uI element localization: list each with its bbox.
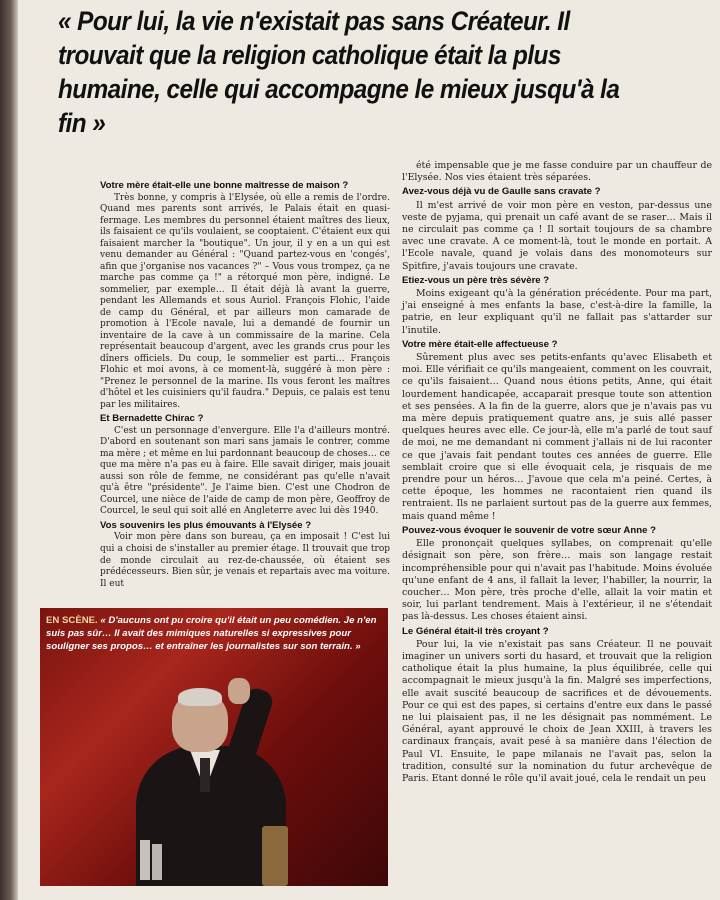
article-column-left bbox=[100, 178, 390, 590]
interview-question: Avez-vous déjà vu de Gaulle sans cravate ? bbox=[402, 186, 601, 198]
photo-microphone-2 bbox=[152, 844, 162, 880]
interview-question: Votre mère était-elle une bonne maîtresse de maison ? bbox=[100, 180, 349, 191]
interview-answer: Sûrement plus avec ses petits-enfants qu'avec Elisabeth et moi. Elle vérifiait ce qu'ils mangeaient, comment on les couvrait, ce qu'ils faisaient… Quand nous étions petits, Anne, qui était lourdement handicapée, accaparait presque toute son attention et ses pensées. A la fin de la guerre, alors que je n'avais pas vu ma mère depuis pratiquement quatre ans, je suis allé passer quelques heures avec elle. Ce jour-là, elle m'a parlé de tout sauf de moi, ne me demandant ni comment j'allais ni de lui raconter ce que j'avais fait pendant toutes ces années de guerre. Elle semblait croire que si elle évoquait cela, je risquais de me prendre pour un héros… J'avoue que cela m'a peiné. Certes, à cette époque, les hommes ne racontaient rien quand ils rentraient. Ils ne parlaient surtout pas de la guerre aux femmes, mais quand même ! bbox=[402, 352, 712, 522]
interview-question: Et Bernadette Chirac ? bbox=[100, 413, 204, 425]
pull-quote-headline: « Pour lui, la vie n'existait pas sans Créateur. Il trouvait que la religion catholique était la plus humaine, celle qui accompagne le mieux jusqu'à la fin » bbox=[58, 6, 620, 138]
photo-figure-tie bbox=[200, 758, 210, 792]
article-column-right bbox=[402, 160, 712, 785]
interview-answer: Très bonne, y compris à l'Elysée, où elle a remis de l'ordre. Quand mes parents sont arrivés, le Palais était en quasi-fermage. Les membres du personnel étaient maîtres des lieux, ils faisaient ce qu'ils voulaient, se cooptaient. C'étaient eux qui faisaient marcher la "boutique". Un jour, il y en a un qui est venu demander au Général : "Quand partez-vous en 'congés', afin que j'organise nos vacances ?" – Vous vous trompez, ça ne marche pas comme ça !" a rétorqué mon père, indigné. Le sommelier, par exemple… Il était déjà là avant la guerre, pendant les Allemands et sous Auriol. François Flohic, l'aide de camp du Général, et par ailleurs mon camarade de promotion à l'Ecole navale, lui a demandé de fournir un inventaire de la cave à un commissaire de la marine. Cela représentait beaucoup d'argent, avec les grands crus pour les dîners officiels. Du coup, le sommelier est parti… François Flohic et moi avons, à ce moment-là, suggéré à mon père : "Prenez le personnel de la marine. Ils vous feront les maîtres d'hôtel et les cuisiniers qu'il faudra." Depuis, ce palais est tenu par les militaires. bbox=[100, 192, 390, 410]
interview-answer: Moins exigeant qu'à la génération précédente. Pour ma part, j'ai enseigné à mes enfants la base, c'est-à-dire la famille, la patrie, en leur expliquant qu'il ne fallait pas s'attarder sur l'inutile. bbox=[402, 288, 712, 336]
interview-question: Votre mère était-elle affectueuse ? bbox=[402, 338, 558, 350]
photo-chair bbox=[262, 826, 288, 886]
interview-answer: Pour lui, la vie n'existait pas sans Créateur. Il ne pouvait imaginer un univers sorti du hasard, et trouvait que la religion catholique était la plus humaine, la plus équilibrée, celle qui accompagnait le mieux jusqu'à la fin. Malgré ses imperfections, elle avait suscité beaucoup de sacrifices et de dévouements. Pour ce qui est des papes, si certains d'entre eux dans le passé ne lui plaisaient pas, il ne les désignait pas nommément. Le Général, ayant approuvé le choix de Jean XXIII, à travers les cardinaux français, avait pesé à sa manière dans l'élection de Paul VI. Ensuite, le pape milanais ne l'avait pas, selon la tradition, consulté sur la nomination du futur archevêque de Paris. Etant donné le rôle qu'il avait joué, cela le rendait un peu bbox=[402, 638, 712, 784]
interview-answer: été impensable que je me fasse conduire par un chauffeur de l'Elysée. Nos vies étaient très séparées. bbox=[402, 160, 712, 184]
page-binding-shadow bbox=[0, 0, 18, 900]
interview-question: Pouvez-vous évoquer le souvenir de votre sœur Anne ? bbox=[402, 524, 656, 536]
interview-answer: Il m'est arrivé de voir mon père en veston, par-dessus une veste de pyjama, qui prenait un café avant de se raser… Mais il ne circulait pas comme ça ! Il sortait toujours de sa chambre avec une cravate. A ce moment-là, tout le monde en portait. A l'Ecole navale, quand je volais dans des monomoteurs sur Spitfire, j'avais toujours une cravate. bbox=[402, 199, 712, 272]
interview-question: Le Général était-il très croyant ? bbox=[402, 625, 549, 637]
interview-answer: Voir mon père dans son bureau, ça en imposait ! C'est lui qui a choisi de s'installer au premier étage. Il trouvait que trop de monde circulait au rez-de-chaussée, où étaient ses prédécesseurs. Bien sûr, je venais et repartais avec ma voiture. Il eut bbox=[100, 532, 390, 589]
photo-figure-hair bbox=[178, 688, 222, 706]
caption-tag: EN SCÈNE. bbox=[46, 615, 98, 626]
photo-figure-hand bbox=[228, 678, 250, 704]
photo-de-gaulle bbox=[40, 608, 388, 886]
photo-caption bbox=[46, 614, 378, 653]
interview-answer: Elle prononçait quelques syllabes, on comprenait qu'elle désignait son père, son frère… mais son langage restait incompréhensible pour qui n'avait pas l'habitude. Moins évoluée qu'une enfant de 4 ans, il fallait la lever, l'habiller, la nourrir, la coucher… Mon père, très proche d'elle, allait la voir matin et soir, lui parlant tendrement. Mais à l'extérieur, il ne s'étendait pas là-dessus. Les choses étaient ainsi. bbox=[402, 538, 712, 623]
caption-text: « D'aucuns ont pu croire qu'il était un peu comédien. Je n'en suis pas sûr… Il avait des mimiques naturelles si expressives pour souligner ses propos… et entraîner les journalistes sur son terrain. » bbox=[46, 615, 377, 652]
photo-microphone bbox=[140, 840, 150, 880]
interview-answer: C'est un personnage d'envergure. Elle l'a d'ailleurs montré. D'abord en soutenant son mari sans jamais le contrer, comme ma mère ; et même en lui pardonnant beaucoup de choses… ce que ma mère n'a pas eu à faire. Elle savait diriger, mais jouait aussi son rôle de femme, ne considérant pas qu'elle n'avait qu'à être "présidente". Je l'aime bien. C'est une Chodron de Courcel, une nièce de l'aide de camp de mon père, Geoffroy de Courcel, le seul qui soit allé en Angleterre avec lui dès 1940. bbox=[100, 425, 390, 517]
interview-question: Etiez-vous un père très sévère ? bbox=[402, 274, 550, 286]
interview-question: Vos souvenirs les plus émouvants à l'Elysée ? bbox=[100, 519, 312, 531]
